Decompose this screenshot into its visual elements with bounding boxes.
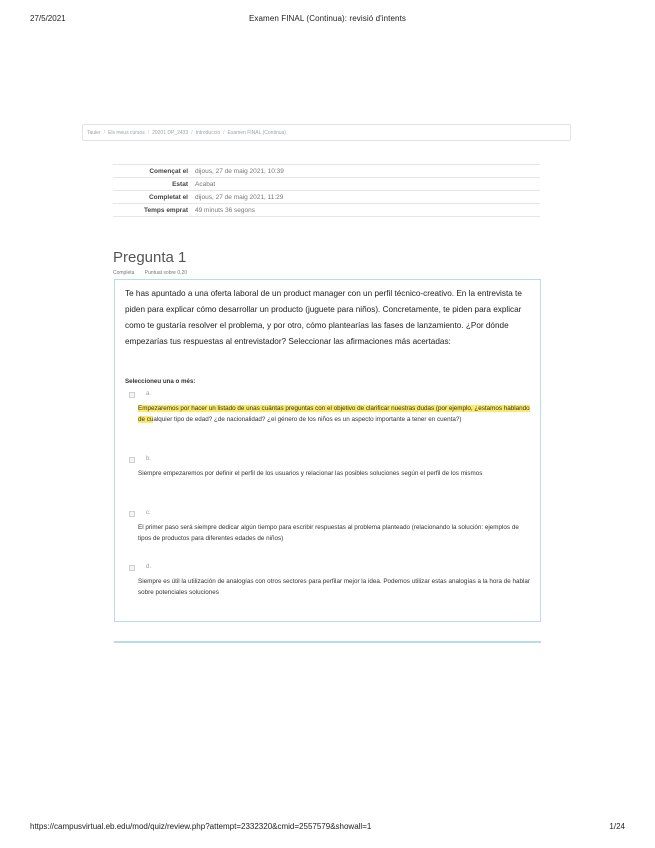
summary-key: Començat el	[113, 165, 195, 178]
summary-row	[113, 178, 540, 191]
print-title: Examen FINAL (Continua): revisió d'intents	[248, 14, 407, 23]
option-letter: b.	[146, 456, 152, 462]
option-checkbox[interactable]	[129, 565, 135, 571]
print-date: 27/5/2021	[30, 14, 66, 23]
question-text: Te has apuntado a una oferta laboral de un product manager con un perfil técnico-creativo. En la entrevista te piden para explicar cómo desarrollar un producto (juguete para niños). Concretamente, te piden para explicar como te gustaría resolver el problema, y por otro, cómo plantearías las fases de lanzamiento. ¿Por dónde empezarías tus respuestas al entrevistador? Seleccionar las afirmaciones más acertadas:	[125, 289, 522, 346]
option-text-rest: alquier tipo de edad? ¿de nacionalidad? ¿el género de los niños es un aspecto importante a tener en cuenta?)	[153, 416, 462, 423]
summary-row	[113, 204, 540, 217]
summary-key: Estat	[113, 178, 195, 191]
attempt-summary-table	[113, 164, 540, 217]
print-url: https://campusvirtual.eb.edu/mod/quiz/review.php?attempt=2332320&cmid=2557579&showall=1	[30, 822, 372, 831]
question-title: Pregunta 1	[113, 249, 187, 266]
section-divider	[114, 641, 541, 643]
breadcrumb-item-quiz[interactable]: Examen FINAL (Continua)	[227, 129, 286, 136]
option-text: El primer paso será siempre dedicar algún tiempo para escribir respuestas al problema planteado (relacionando la solución: ejemplos de tipos de productos para diferentes edades de niños)	[138, 524, 519, 542]
option-checkbox[interactable]	[129, 511, 135, 517]
summary-key: Temps emprat	[113, 204, 195, 217]
option-letter: a.	[146, 391, 152, 397]
breadcrumb-item-tauler[interactable]: Tauler	[87, 129, 101, 136]
summary-value: Acabat	[195, 178, 540, 191]
summary-row	[113, 165, 540, 178]
question-meta	[113, 270, 196, 276]
summary-value: 49 minuts 36 segons	[195, 204, 540, 217]
breadcrumb-item-course[interactable]: 20201 DP_2433	[152, 129, 189, 136]
summary-key: Completat el	[113, 191, 195, 204]
breadcrumb-item-section[interactable]: Introducció	[195, 129, 221, 136]
summary-value: dijous, 27 de maig 2021, 11:29	[195, 191, 540, 204]
question-status: Completa	[113, 270, 135, 276]
option-letter: d.	[146, 564, 152, 570]
option-checkbox[interactable]	[129, 392, 135, 398]
select-instruction: Seleccioneu una o més:	[125, 378, 196, 385]
breadcrumb	[82, 124, 571, 141]
breadcrumb-separator: /	[223, 129, 225, 136]
highlighted-text: Empezaremos por hacer un listado de unas cuántas preguntas con el objetivo de clarificar nuestras dudas (por ejemplo, ¿estamos hablando de cu	[138, 405, 530, 423]
option-text: Siempre es útil la utilización de analogías con otros sectores para perfilar mejor la idea. Podemos utilizar estas analogías a la hora de hablar sobre potenciales soluciones	[138, 578, 531, 596]
option-checkbox[interactable]	[129, 457, 135, 463]
option-text: Siempre empezaremos por definir el perfil de los usuarios y relacionar las posibles soluciones según el perfil de los mismos	[138, 470, 483, 477]
breadcrumb-separator: /	[103, 129, 106, 136]
option-letter: c.	[146, 510, 151, 516]
breadcrumb-separator: /	[147, 129, 150, 136]
breadcrumb-separator: /	[191, 129, 193, 136]
breadcrumb-item-courses[interactable]: Els meus cursos	[108, 129, 145, 136]
option-text	[138, 403, 533, 425]
print-page-number: 1/24	[609, 822, 625, 831]
question-score: Puntuat sobre 0,20	[144, 270, 188, 276]
summary-value: dijous, 27 de maig 2021, 10:39	[195, 165, 540, 178]
question-box	[114, 279, 541, 622]
summary-row	[113, 191, 540, 204]
